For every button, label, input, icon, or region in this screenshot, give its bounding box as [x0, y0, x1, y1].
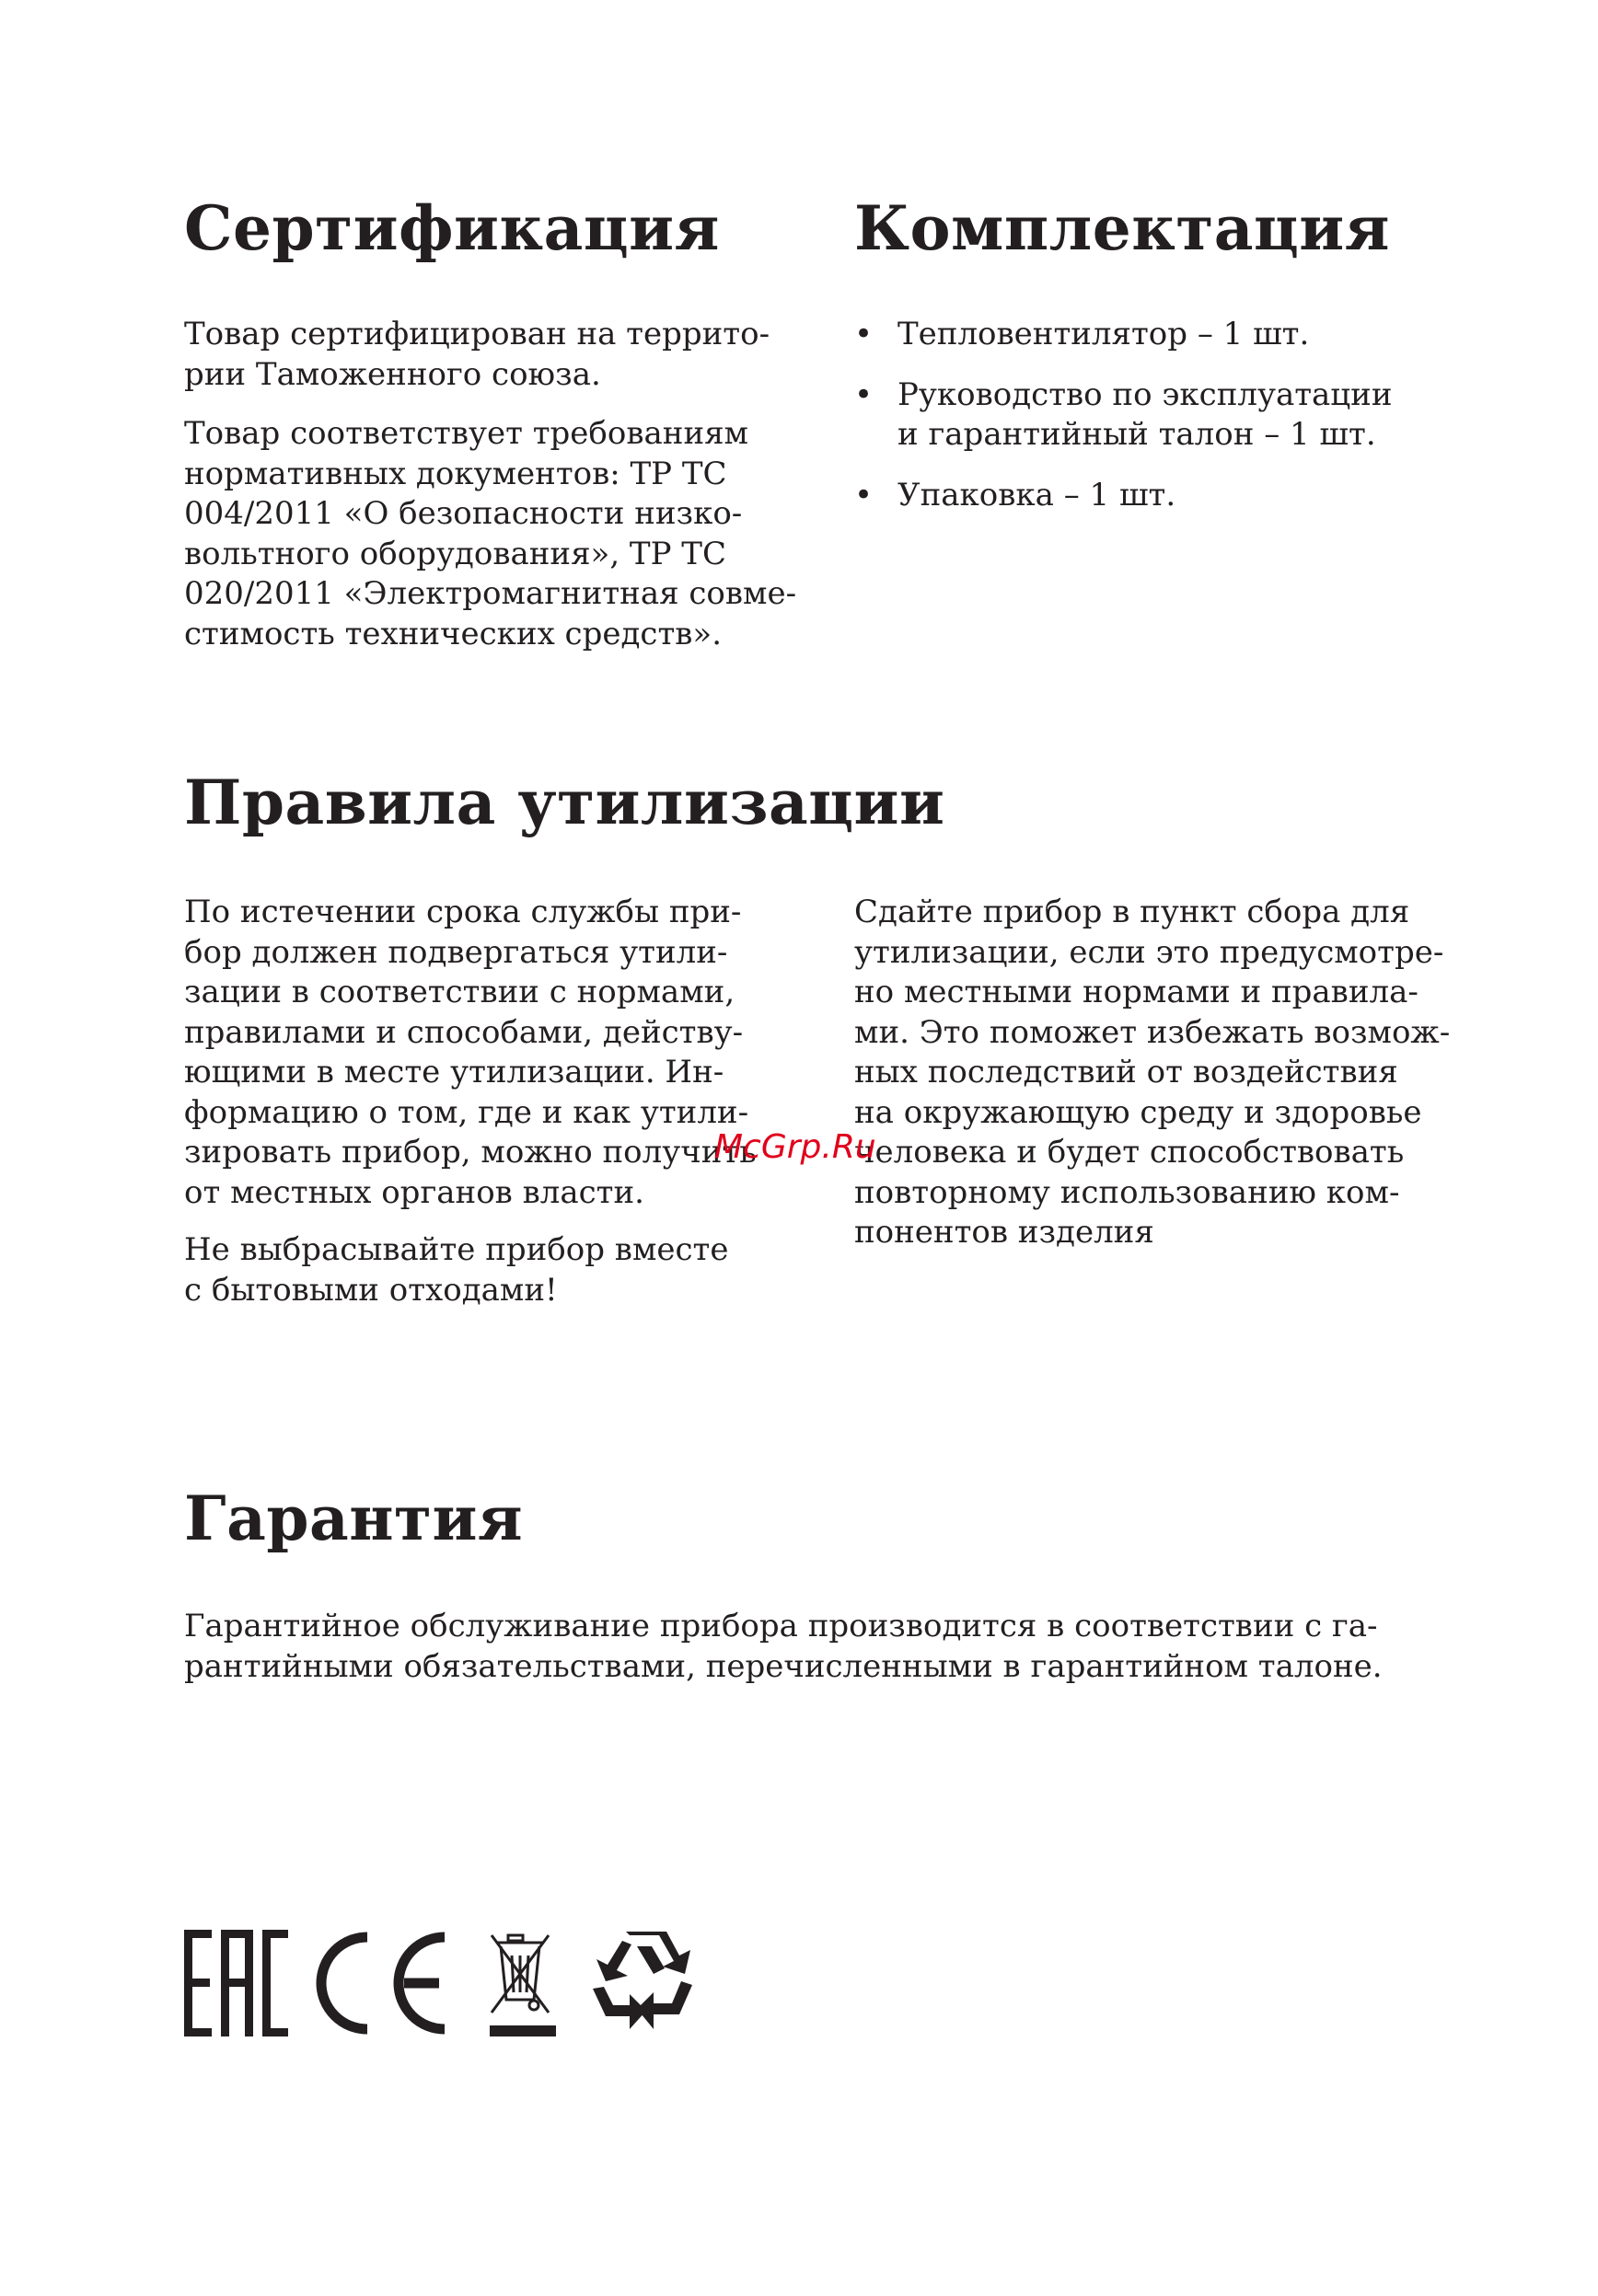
package-item: [854, 476, 1499, 516]
package-item-text: Упаковка – 1 шт.: [897, 476, 1176, 513]
crossed-bin-icon: [488, 1928, 560, 2038]
recycle-icon: [589, 1928, 700, 2038]
disposal-title: Правила утилизации: [184, 767, 945, 838]
bullet-icon: •: [854, 375, 874, 413]
certification-paragraph-1: Товар сертифицирован на террито- рии Таможенного союза.: [184, 316, 770, 393]
package-item: [854, 375, 1499, 456]
ce-mark-icon: [316, 1932, 458, 2035]
package-list: [854, 315, 1499, 536]
bullet-icon: •: [854, 316, 874, 352]
eac-mark-icon: [184, 1928, 290, 2038]
watermark: McGrp.Ru: [714, 1128, 876, 1166]
disposal-paragraph-right: Сдайте прибор в пункт сбора для утилизации, если это предусмотре- но местными нормами и правила- ми. Это поможет избежать возмож- ных последствий от воздействия на окружающую среду и здоровье человека и будет способствовать повторному использованию ком- понентов изделия: [854, 894, 1451, 1251]
disposal-paragraph-left-2: Не выбрасывайте прибор вместе с бытовыми отходами!: [184, 1231, 729, 1309]
bullet-icon: •: [854, 476, 874, 513]
warranty-title: Гарантия: [184, 1483, 524, 1554]
certification-title: Сертификация: [184, 192, 720, 264]
warranty-paragraph: Гарантийное обслуживание прибора производится в соответствии с га- рантийными обязательствами, перечисленными в гарантийном талоне.: [184, 1608, 1383, 1685]
package-item-text: Тепловентилятор – 1 шт.: [897, 316, 1310, 352]
package-title: Комплектация: [854, 192, 1391, 264]
package-item: [854, 315, 1499, 355]
disposal-paragraph-left-1: По истечении срока службы при- бор должен подвергаться утили- зации в соответствии с нормами, правилами и способами, действу- ющими в месте утилизации. Ин- формацию о том, где и как утили- зировать прибор, можно получить от местных органов власти.: [184, 894, 757, 1211]
package-item-text: Руководство по эксплуатации и гарантийный талон – 1 шт.: [897, 375, 1393, 453]
certification-paragraph-2: Товар соответствует требованиям нормативных документов: ТР ТС 004/2011 «О безопасности низко- вольтного оборудования», ТР ТС 020/2011 «Электромагнитная совме- стимость технических средств».: [184, 415, 797, 652]
